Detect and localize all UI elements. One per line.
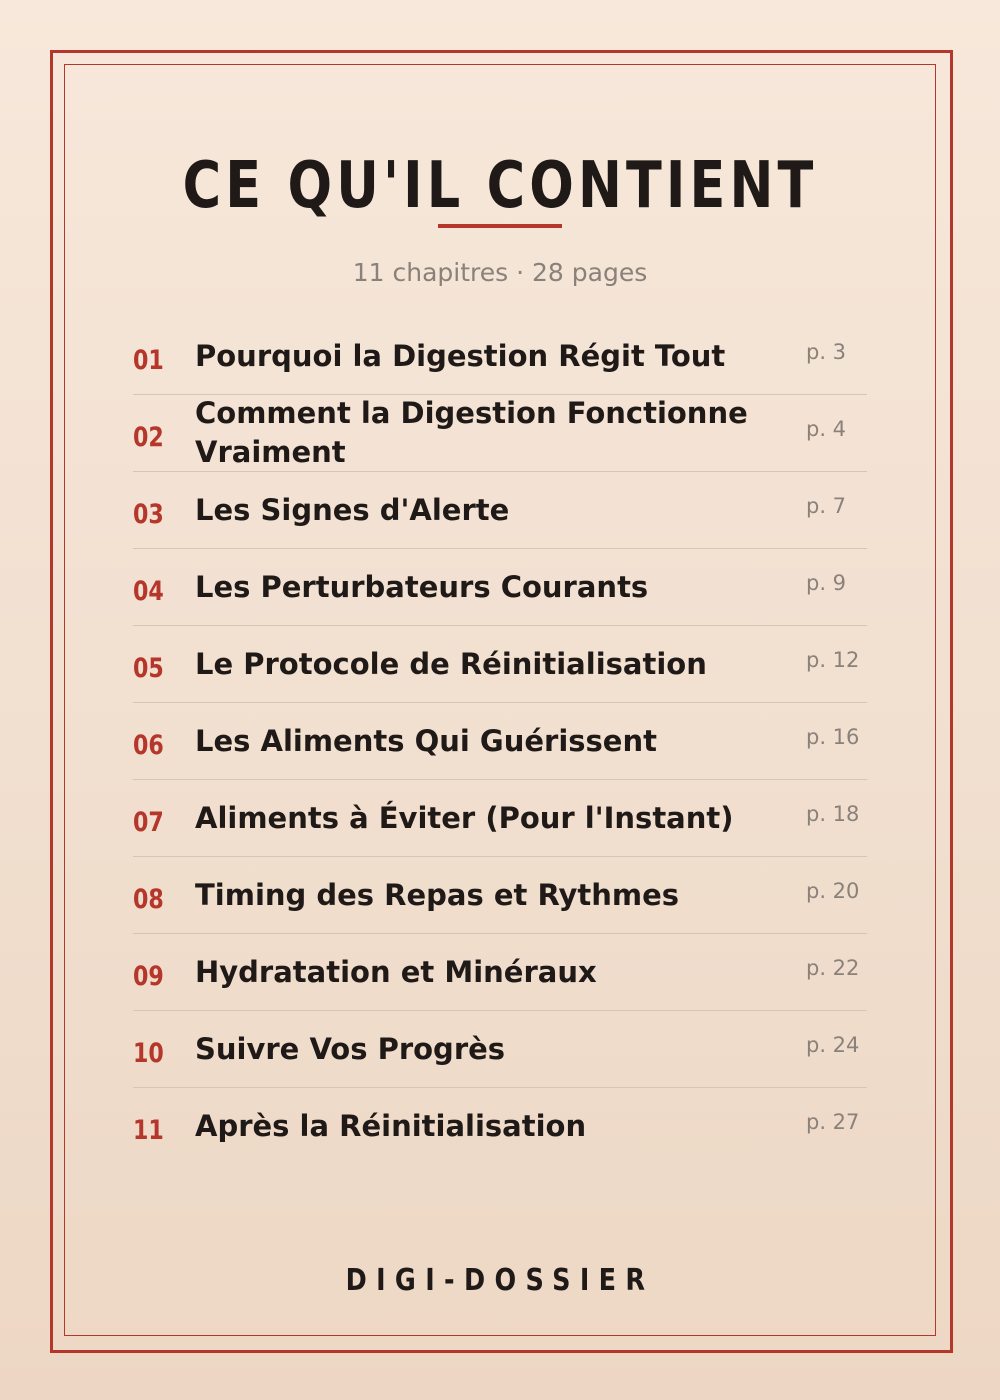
chapter-number: 08 <box>133 883 164 915</box>
chapter-page: p. 27 <box>806 1110 860 1134</box>
chapter-title: Comment la Digestion Fonctionne Vraiment <box>195 396 748 469</box>
chapter-number: 10 <box>133 1037 164 1069</box>
toc-row <box>133 780 867 857</box>
toc-row <box>133 1011 867 1088</box>
chapter-number: 05 <box>133 652 164 684</box>
chapter-number: 04 <box>133 575 164 607</box>
table-of-contents <box>133 318 867 1165</box>
chapter-page: p. 22 <box>806 956 860 980</box>
chapter-title: Pourquoi la Digestion Régit Tout <box>195 338 726 373</box>
toc-row <box>133 626 867 703</box>
chapter-page: p. 20 <box>806 879 860 903</box>
chapter-page: p. 18 <box>806 802 860 826</box>
chapter-title: Les Aliments Qui Guérissent <box>195 723 657 758</box>
chapter-title: Après la Réinitialisation <box>195 1109 587 1143</box>
chapter-title: Le Protocole de Réinitialisation <box>195 646 707 681</box>
chapter-number: 11 <box>133 1115 164 1146</box>
toc-row <box>133 549 867 626</box>
chapter-title: Suivre Vos Progrès <box>195 1031 506 1066</box>
chapter-page: p. 16 <box>806 725 860 749</box>
chapter-title: Hydratation et Minéraux <box>195 954 597 989</box>
toc-row <box>133 318 867 395</box>
page-subtitle: 11 chapitres · 28 pages <box>352 258 648 287</box>
title-underline <box>438 224 562 228</box>
chapter-number: 03 <box>133 498 164 530</box>
chapter-page: p. 3 <box>806 340 847 364</box>
chapter-number: 06 <box>133 729 164 761</box>
page-title: CE QU'IL CONTIENT <box>182 149 818 223</box>
toc-row <box>133 857 867 934</box>
chapter-page: p. 4 <box>806 417 847 441</box>
chapter-number: 02 <box>133 421 164 453</box>
chapter-title: Les Perturbateurs Courants <box>195 569 649 604</box>
chapter-number: 09 <box>133 960 164 992</box>
chapter-page: p. 24 <box>806 1033 860 1057</box>
chapter-page: p. 12 <box>806 648 860 672</box>
chapter-page: p. 7 <box>806 494 847 518</box>
toc-row <box>133 395 867 472</box>
chapter-number: 01 <box>133 344 164 376</box>
chapter-title: Les Signes d'Alerte <box>195 492 510 527</box>
chapter-title: Aliments à Éviter (Pour l'Instant) <box>195 800 734 835</box>
toc-row <box>133 934 867 1011</box>
chapter-number: 07 <box>133 806 164 838</box>
chapter-page: p. 9 <box>806 571 847 595</box>
toc-row <box>133 703 867 780</box>
toc-row <box>133 1088 867 1165</box>
chapter-title: Timing des Repas et Rythmes <box>195 877 680 912</box>
footer-brand: DIGI-DOSSIER <box>345 1263 655 1298</box>
toc-row <box>133 472 867 549</box>
